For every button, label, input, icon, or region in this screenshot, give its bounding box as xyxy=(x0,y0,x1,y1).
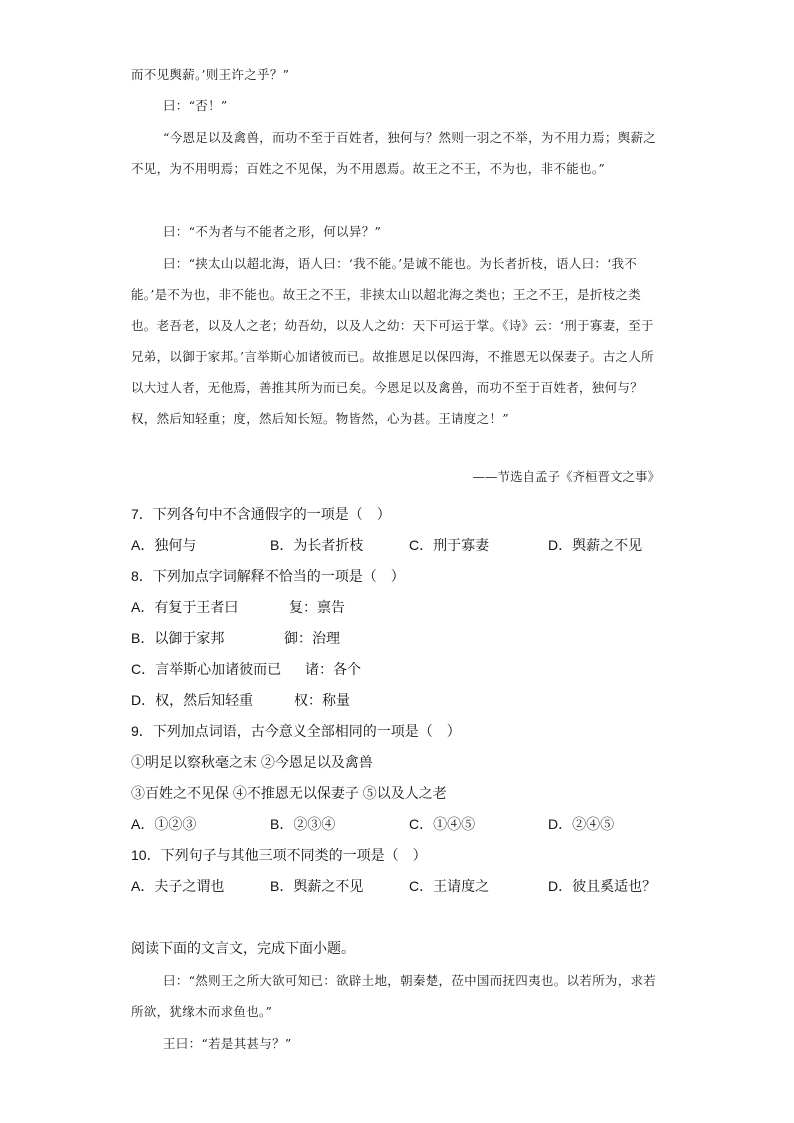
question-stem: 9．下列加点词语，古今意义全部相同的一项是（ ） xyxy=(131,723,461,739)
numbered-items: ①明足以察秋毫之末 ②今恩足以及禽兽 xyxy=(131,754,373,770)
option-d: D．②④⑤ xyxy=(548,816,615,832)
passage-source: ——节选自孟子《齐桓晋文之事》 xyxy=(472,469,660,484)
option-d: D．舆薪之不见 xyxy=(548,537,643,553)
question-stem: 7．下列各句中不含通假字的一项是（ ） xyxy=(131,506,391,522)
option-b: B．舆薪之不见 xyxy=(270,878,364,894)
option-a: A．独何与 xyxy=(131,537,197,553)
option-d-gloss: 权：称量 xyxy=(294,692,350,708)
option-b: B．以御于家邦 xyxy=(131,630,225,646)
passage-paragraph: 曰：“否！” xyxy=(163,98,228,113)
option-a: A．有复于王者曰 xyxy=(131,599,239,615)
passage-paragraph: 王曰：“若是其甚与？” xyxy=(163,1036,292,1051)
question-stem: 8．下列加点字词解释不恰当的一项是（ ） xyxy=(131,568,405,584)
question-stem: 10．下列句子与其他三项不同类的一项是（ ） xyxy=(131,847,427,863)
passage-paragraph: 曰：“然则王之所大欲可知已：欲辟土地，朝秦楚，莅中国而抚四夷也。以若所为，求若所欲，犹缘木而求鱼也。” xyxy=(131,973,657,1019)
option-d: D．彼且奚适也？ xyxy=(548,878,657,894)
numbered-items: ③百姓之不见保 ④不推恩无以保妻子 ⑤以及人之老 xyxy=(131,785,447,801)
option-a: A．①②③ xyxy=(131,816,197,832)
passage-paragraph: 曰：“挟太山以超北海，语人曰：‘我不能。’是诚不能也。为长者折枝，语人曰：‘我不能。’是不为也，非不能也。故王之不王，非挟太山以超北海之类也；王之不王，是折枝之类也。老吾老，以及人之老；幼吾幼，以及人之幼：天下可运于掌。《诗》云：‘刑于寡妻，至于兄弟，以御于家邦。’言举斯心加诸彼而已。故推恩足以保四海，不推恩无以保妻子。古之人所以大过人者，无他焉，善推其所为而已矣。今恩足以及禽兽，而功不至于百姓者，独何与？权，然后知轻重；度，然后知长短。物皆然，心为甚。王请度之！” xyxy=(131,256,654,426)
option-c: C．①④⑤ xyxy=(409,816,476,832)
option-c: C．言举斯心加诸彼而已 xyxy=(131,661,282,677)
option-c-gloss: 诸：各个 xyxy=(305,661,361,677)
passage-paragraph: “今恩足以及禽兽，而功不至于百姓者，独何与？然则一羽之不举，为不用力焉；舆薪之不见，为不用明焉；百姓之不见保，为不用恩焉。故王之不王，不为也，非不能也。” xyxy=(131,130,657,176)
option-b-gloss: 御：治理 xyxy=(284,630,340,646)
option-a: A．夫子之谓也 xyxy=(131,878,225,894)
option-c: C．刑于寡妻 xyxy=(409,537,490,553)
option-a-gloss: 复：禀告 xyxy=(289,599,345,615)
option-b: B．②③④ xyxy=(270,816,336,832)
section-intro: 阅读下面的文言文，完成下面小题。 xyxy=(131,940,355,956)
passage-paragraph: 而不见舆薪。’则王许之乎？” xyxy=(131,67,290,82)
option-c: C．王请度之 xyxy=(409,878,490,894)
option-d: D．权，然后知轻重 xyxy=(131,692,254,708)
option-b: B．为长者折枝 xyxy=(270,537,364,553)
passage-paragraph: 曰：“不为者与不能者之形，何以异？” xyxy=(163,224,382,239)
